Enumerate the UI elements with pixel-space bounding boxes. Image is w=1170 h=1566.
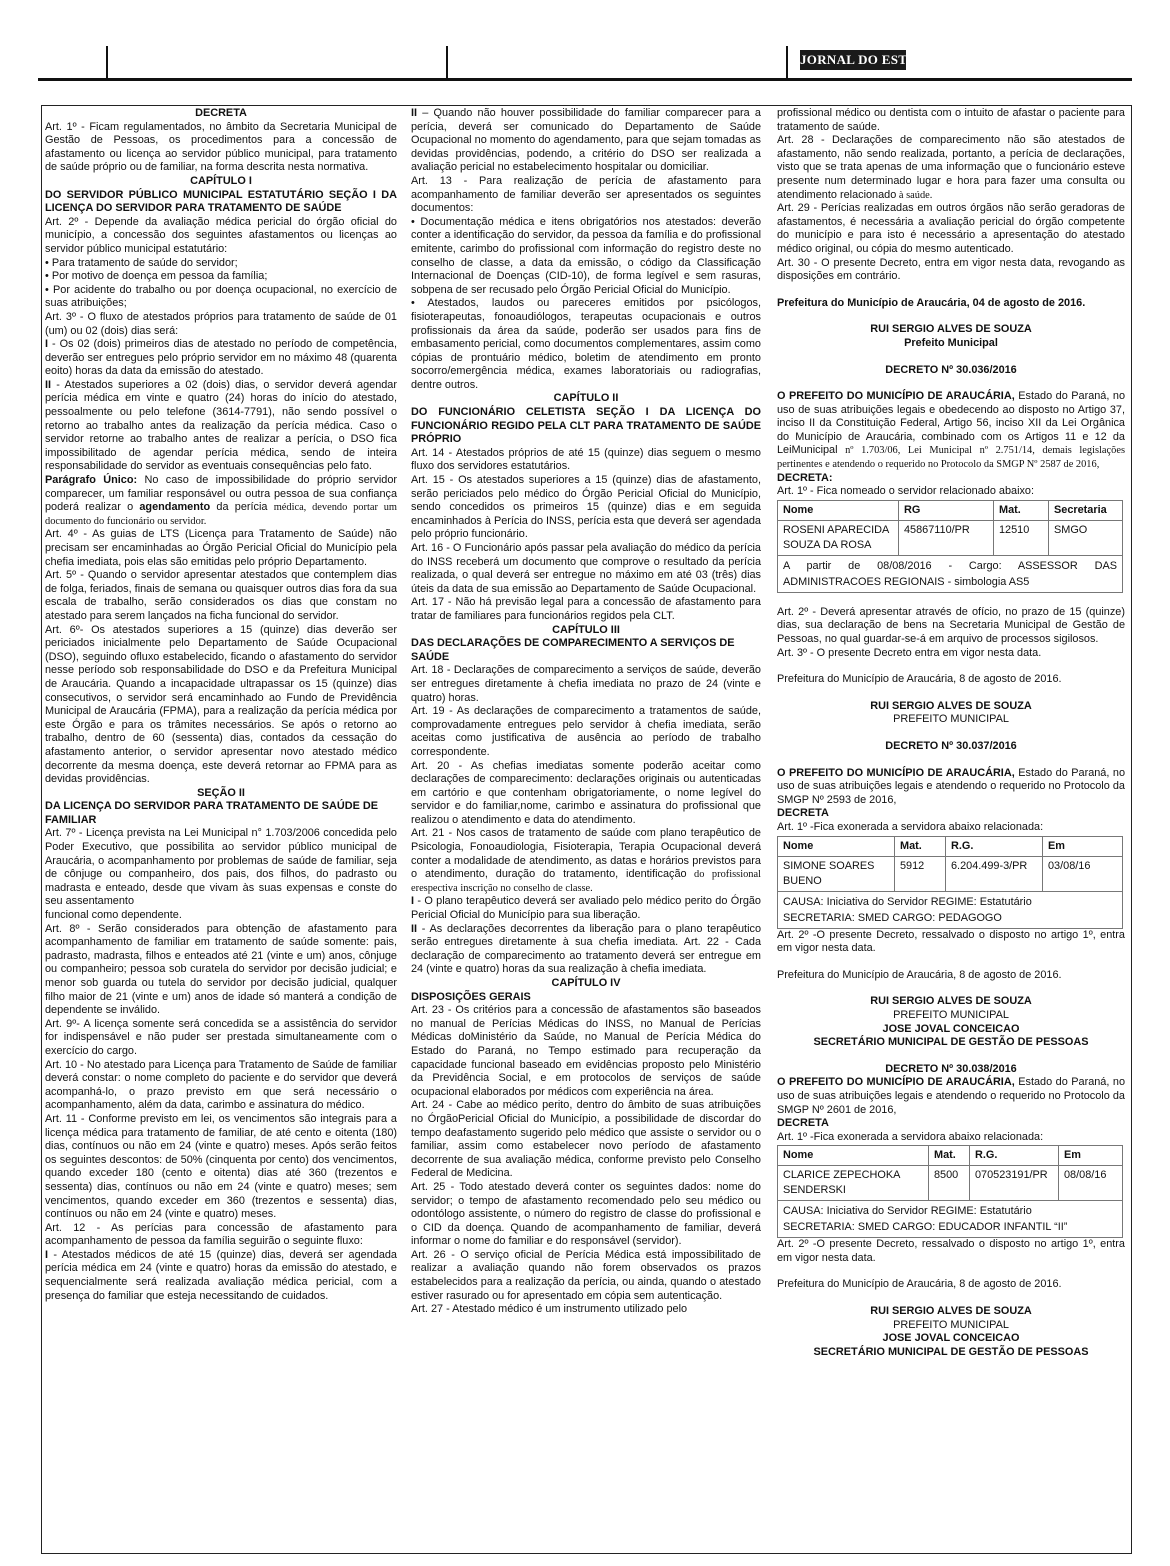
article: Art. 27 - Atestado médico é um instrumento utilizado pelo: [411, 1303, 688, 1316]
item-text: Art. 21 - Nos casos de tratamento de saúde com plano terapêutico de Psicologia, Fonoaudiologia, Fisioterapia, Terapia Ocupacional deverá conter a modalidade de atendimento, as datas e horários previstos para o atendimento, duração do tratamento, identificação: [411, 827, 761, 881]
exoneration-table: [777, 836, 1123, 892]
table-header: R.G.: [946, 836, 1043, 856]
table-cell: 070523191/PR: [970, 1166, 1059, 1201]
list-item: • Documentação médica e itens obrigatórios nos atestados: deverão conter a identificação do servidor, da pessoa da família e do profissional emitente, carimbo do profissional com informação do registro deste no conselho de classe, a data da emissão, o código da Classificação Internacional de Doenças (CID-10), de forma legível e sem rasuras, sobpena de ser recusado pelo Órgão Pericial Oficial do Município.: [411, 215, 761, 296]
decree-title: DECRETO Nº 30.038/2016: [885, 1062, 1017, 1075]
signer-name: RUI SERGIO ALVES DE SOUZA: [870, 699, 1032, 712]
decreta-label: DECRETA:: [777, 471, 833, 484]
article: Art. 16 - O Funcionário após passar pela avaliação do médico da perícia do INSS receberá um documento que comprove o resultado da perícia realizada, o qual deverá ser entregue no máximo em até 03 (três) dias úteis da data de sua emissão ao Departamento de Saúde Ocupacional.: [411, 542, 761, 595]
note-line: CAUSA: Iniciativa do Servidor REGIME: Estatutário: [783, 1205, 1032, 1218]
article: Art. 1º - Fica nomeado o servidor relacionado abaixo:: [777, 485, 1035, 498]
item-label: I: [45, 1248, 49, 1261]
item-text-serif: médica, devendo portar um documento do funcionário ou servidor.: [45, 502, 397, 527]
article: Art. 23 - Os critérios para a concessão de afastamentos são baseados no manual de Perícias Médicas do INSS, no Manual de Perícias Médicas doMinistério da Saúde, no Manual de Perícia Médica do Estado do Paraná, no Tempo estimado para recuperação da capacidade funcional baseado em evidências proposto pelo Ministério da Previdência Social, e em protocolos de serviços de saúde ocupacional elaborados por médicos com experiência na área.: [411, 1004, 761, 1098]
article: Art. 2º - Depende da avaliação médica pericial do órgão oficial do município, a concessão dos seguintes afastamentos ou licenças ao servidor público municipal estatutário:: [45, 215, 397, 255]
table-header: Secretaria: [1049, 500, 1123, 520]
table-cell: 12510: [994, 520, 1049, 555]
item-label: I: [411, 895, 415, 908]
article: Art. 4º - As guias de LTS (Licença para Tratamento de Saúde) não precisam ser encaminhadas ao Órgão Pericial Oficial do Município pela chefia imediata, pois elas são emitidas pelo próprio Departamento.: [45, 528, 397, 568]
article: Art. 30 - O presente Decreto, entra em vigor nesta data, revogando as disposições em contrário.: [777, 256, 1125, 283]
article: Art. 10 - No atestado para Licença para Tratamento de Saúde de familiar deverá constar: o nome completo do paciente e do servidor que deverá acompanhá-lo, o prazo previsto em que será necessário o acompanhamento, além da data, carimbo e assinatura do médico.: [45, 1058, 397, 1112]
section-title: DISPOSIÇÕES GERAIS: [411, 990, 531, 1003]
signer-role: Prefeito Municipal: [904, 336, 998, 349]
decreta-label: DECRETA: [777, 807, 829, 820]
signer-role: PREFEITO MUNICIPAL: [893, 1318, 1009, 1331]
table-header: Nome: [778, 500, 899, 520]
note-line: SECRETARIA: SMED CARGO: EDUCADOR INFANTIL “II”: [783, 1221, 1068, 1234]
article: Art. 20 - As chefias imediatas somente poderão aceitar como declarações de comparecimento: declarações originais ou autenticadas em cartório e que contenham obrigatoriamente, o nome legível do servidor e do familiar,nome, carimbo e assinatura do profissional que realizou o atendimento e data do atendimento.: [411, 759, 761, 826]
article: Art. 2º -O presente Decreto, ressalvado o disposto no artigo 1º, entra em vigor nesta data.: [777, 1238, 1125, 1264]
signer-role: PREFEITO MUNICIPAL: [893, 713, 1009, 726]
signer-name: JOSE JOVAL CONCEICAO: [882, 1332, 1020, 1345]
article: Art. 3º - O fluxo de atestados próprios para tratamento de saúde de 01 (um) ou 02 (dois) dias será:: [45, 310, 397, 337]
article: [411, 923, 761, 977]
intro-bold: O PREFEITO DO MUNICÍPIO DE ARAUCÁRIA,: [777, 766, 1015, 779]
article: [45, 1249, 397, 1303]
table-header: Em: [1059, 1146, 1123, 1166]
note-line: SECRETARIA: SMED CARGO: PEDAGOGO: [783, 911, 1002, 924]
item-text: - Atestados superiores a 02 (dois) dias, o servidor deverá agendar perícia médica em vinte e quatro (24) horas do início do atestado, pessoalmente ou pelo telefone (3614-7791), não sendo possível o retorno ao trabalho antes da realização da perícia médica. Caso o servidor retorne ao trabalho antes de realizar a perícia, o DSO fica impossibilitado de agendar perícia médica, sendo de inteira responsabilidade do servidor as eventuais consequências pelo fato.: [45, 378, 397, 473]
item-text: - Atestados médicos de até 15 (quinze) dias, deverá ser agendada perícia médica em 24 (vinte e quatro) horas da emissão do atestado, e sequencialmente será realizada avaliação médica pericial, com a presença do familiar que esteja necessitando de cuidados.: [45, 1248, 397, 1302]
list-item: • Por acidente do trabalho ou por doença ocupacional, no exercício de suas atribuições;: [45, 283, 397, 310]
item-text: – Quando não houver possibilidade do familiar comparecer para a perícia, deverá ser comunicado do Departamento de Saúde Ocupacional no momento do agendamento, para que sejam tomadas as devidas providências, podendo, a critério do DSO ser realizada a avaliação pericial no estabelecimento hospitalar ou domiciliar.: [411, 107, 761, 174]
column-3: [777, 107, 1125, 1547]
table-cell: CLARICE ZEPECHOKA SENDERSKI: [778, 1166, 929, 1201]
intro-text: Estado do Paraná, no uso de suas atribuições legais e obedecendo ao disposto no Artigo 37, inciso II da Constituição Federal, Artigo 56, inciso XII da Lei Orgânica do Município de Araucária, combinado com os Artigos 11 e 12 da LeiMunicipal: [777, 390, 1125, 457]
exoneration-table: [777, 1145, 1123, 1201]
item-label: II: [411, 107, 418, 119]
item-text: Art. 28 - Declarações de comparecimento não são atestados de afastamento, não sendo realizada, portanto, a perícia de declarações, visto que se trata apenas de uma informação que o funcionário esteve presente num determinado lugar e hora para fazer uma consulta ou atendimento relacionado: [777, 134, 1125, 201]
table-cell: 6.204.499-3/PR: [946, 856, 1043, 891]
note-line: CAUSA: Iniciativa do Servidor REGIME: Estatutário: [783, 895, 1032, 908]
item-text-serif: do profissional erespectiva inscrição no conselho de classe.: [411, 869, 761, 894]
item-text: No caso de impossibilidade do próprio servidor comparecer, um familiar responsável ou outra pessoa de sua confiança poderá realizar o: [45, 474, 397, 514]
table-header: Em: [1043, 836, 1123, 856]
signer-role: PREFEITO MUNICIPAL: [893, 1008, 1009, 1021]
article: Art. 7º - Licença prevista na Lei Municipal n° 1.703/2006 concedida pelo Poder Executivo, que possibilita ao servidor público municipal de Araucária, o acompanhamento por problemas de saúde de familiar, seja de cônjuge ou companheiro, dos pais, dos filhos, do padrasto ou madrasta e enteado, desde que vivam às suas expensas e conste do seu assentamento: [45, 827, 397, 908]
article: Art. 1º -Fica exonerada a servidora abaixo relacionada:: [777, 1130, 1044, 1143]
item-label: Parágrafo Único:: [45, 474, 138, 487]
article: Art. 2º - Deverá apresentar através de ofício, no prazo de 15 (quinze) dias, sua declaração de bens na Secretaria Municipal de Gestão de Pessoas, no qual guardar-se-á em arquivo de processos sigilosos.: [777, 605, 1125, 646]
heading: DECRETA: [195, 107, 247, 119]
item-text: da perícia: [210, 501, 274, 514]
article: Art. 6º- Os atestados superiores a 15 (quinze) dias deverão ser periciados inicialmente pelo Departamento de Saúde Ocupacional (DSO), seguindo ofluxo estabelecido, ficando o afastamento do servidor nesse período sob responsabilidade do DSO e da Prefeitura Municipal de Araucária. Quando a incapacidade ultrapassar os 15 (quinze) dias consecutivos, o servidor será encaminhado ao Fundo de Previdência Municipal de Araucária (FPMA), para a realização da perícia médica por este Órgão e para os trâmites necessários. Se após o retorno ao trabalho, dentro de 60 (sessenta) dias, contados da cessação do afastamento anterior, o servidor apresentar novo atestado médico decorrente da mesma doença, este deverá retornar ao FPMA para as devidas providências.: [45, 623, 397, 786]
appointment-table: [777, 500, 1123, 556]
table-cell: 08/08/16: [1059, 1166, 1123, 1201]
article: [411, 895, 761, 922]
table-header-row: [778, 500, 1123, 520]
table-header-row: [778, 836, 1123, 856]
dateline: Prefeitura do Município de Araucária, 8 de agosto de 2016.: [777, 1278, 1062, 1291]
column-1: [45, 107, 397, 1547]
table-header: Mat.: [994, 500, 1049, 520]
article: Art. 3º - O presente Decreto entra em vigor nesta data.: [777, 646, 1042, 659]
table-header: Nome: [778, 1146, 929, 1166]
table-header: RG: [899, 500, 994, 520]
table-row: [778, 520, 1123, 555]
section-heading: SEÇÃO II: [197, 786, 245, 799]
chapter-heading: CAPÍTULO III: [552, 623, 620, 636]
section-title: DO FUNCIONÁRIO CELETISTA SEÇÃO I DA LICENÇA DO FUNCIONÁRIO REGIDO PELA CLT PARA TRATAMENTO DE SAÚDE PRÓPRIO: [411, 406, 761, 446]
article: Art. 26 - O serviço oficial de Perícia Médica está impossibilitado de realizar a avaliação quando não forem observados os prazos estabelecidos para a realização da perícia, ou ainda, quando o atestado estiver rasurado ou for apresentado em cópia sem autenticação.: [411, 1248, 761, 1302]
decreta-label: DECRETA: [777, 1117, 829, 1130]
signer-name: RUI SERGIO ALVES DE SOUZA: [870, 323, 1032, 336]
signer-name: RUI SERGIO ALVES DE SOUZA: [870, 995, 1032, 1008]
article: Art. 14 - Atestados próprios de até 15 (quinze) dias seguem o mesmo fluxo dos servidores estatutários.: [411, 446, 761, 473]
signature-block: [777, 323, 1125, 350]
intro-bold: O PREFEITO DO MUNICÍPIO DE ARAUCÁRIA,: [777, 1076, 1015, 1089]
article: Art. 29 - Perícias realizadas em outros órgãos não serão geradoras de afastamentos, é necessária a avaliação pericial do órgão competente do município e para isto é necessário a apresentação do atestado médico original, ou cópia do mesmo autenticado.: [777, 202, 1125, 255]
decree-title: DECRETO Nº 30.037/2016: [885, 740, 1017, 752]
signature-block: [777, 995, 1125, 1049]
item-text: - O plano terapêutico deverá ser avaliado pelo médico perito do Órgão Pericial Oficial do Município para sua liberação.: [411, 895, 761, 922]
signer-name: JOSE JOVAL CONCEICAO: [882, 1022, 1020, 1035]
article: [45, 338, 397, 379]
intro-text: Estado do Paraná, no uso de suas atribuições legais e atendendo o requerido no Protocolo da SMGP Nº 2601 de 2016,: [777, 1076, 1125, 1116]
article: Art. 12 - As perícias para concessão de afastamento para acompanhamento de pessoa da família seguirão o seguinte fluxo:: [45, 1221, 397, 1248]
signature-block: [777, 1305, 1125, 1359]
article: [777, 134, 1125, 202]
chapter-heading: CAPÍTULO IV: [551, 977, 621, 989]
table-cell: 5912: [895, 856, 946, 891]
table-header: Mat.: [929, 1146, 970, 1166]
header-divider: [786, 46, 788, 80]
section-heading: DO SERVIDOR PÚBLICO MUNICIPAL ESTATUTÁRIO SEÇÃO I DA LICENÇA DO SERVIDOR PARA TRATAMENTO DE SAÚDE: [45, 188, 397, 215]
decree-intro: [777, 1076, 1125, 1117]
item-text-serif: à saúde.: [896, 189, 933, 201]
signer-name: RUI SERGIO ALVES DE SOUZA: [870, 1305, 1032, 1318]
article: Art. 1º - Ficam regulamentados, no âmbito da Secretaria Municipal de Gestão de Pessoas, os procedimentos para a concessão de afastamento ou licença ao servidor público municipal, para tratamento de saúde próprio ou de familiar, na forma descrita nesta normativa.: [45, 120, 397, 174]
item-label: I: [45, 338, 49, 351]
decree-title: DECRETO Nº 30.036/2016: [885, 363, 1017, 376]
table-header: Nome: [778, 836, 895, 856]
list-item: • Por motivo de doença em pessoa da família;: [45, 270, 268, 283]
article: [411, 827, 761, 895]
table-header-row: [778, 1146, 1123, 1166]
article: profissional médico ou dentista com o intuito de afastar o paciente para tratamento de saúde.: [777, 107, 1125, 133]
article: Art. 15 - Os atestados superiores a 15 (quinze) dias de afastamento, serão periciados pelo médico do Órgão Pericial Oficial do Município, sendo concedidos os primeiros 15 (quinze) dias e em seguida encaminhados à Perícia do INSS, perícia esta que deverá ser agendada pelo próprio funcionário.: [411, 474, 761, 541]
table-cell: 45867110/PR: [899, 520, 994, 555]
item-text: - Os 02 (dois) primeiros dias de atestado no período de competência, deverão ser entregues pelo próprio servidor em no máximo 48 (quarenta eoito) horas da data da emissão do atestado.: [45, 338, 397, 378]
item-label: II: [45, 378, 52, 391]
page-header-bar: [38, 38, 1132, 81]
table-cell: 8500: [929, 1166, 970, 1201]
article: Art. 24 - Cabe ao médico perito, dentro do âmbito de suas atribuições no ÓrgãoPericial Oficial do Município, a possibilidade de discordar do tempo deafastamento sugerido pelo médico que assiste o servidor ou o familiar, assim como estabelecer novo período de afastamento decorrente de sua avaliação médica, conforme previsto pelo Conselho Federal de Medicina.: [411, 1099, 761, 1180]
dateline: Prefeitura do Município de Araucária, 8 de agosto de 2016.: [777, 968, 1062, 981]
chapter-heading: CAPÍTULO I: [190, 174, 252, 187]
article: Art. 1º -Fica exonerada a servidora abaixo relacionada:: [777, 820, 1044, 833]
section-title: DAS DECLARAÇÕES DE COMPARECIMENTO A SERVIÇOS DE SAÚDE: [411, 637, 735, 663]
article: Art. 9º- A licença somente será concedida se a assistência do servidor for indispensável e não puder ser prestada simultaneamente com o exercício do cargo.: [45, 1017, 397, 1057]
header-divider: [106, 46, 108, 80]
signer-role: SECRETÁRIO MUNICIPAL DE GESTÃO DE PESSOAS: [813, 1036, 1089, 1049]
article: Art. 19 - As declarações de comparecimento a tratamentos de saúde, comprovadamente entregues pelo servidor à chefia imediata, serão aceitas como justificativa de ausência ao período de trabalho correspondente.: [411, 705, 761, 758]
decree-intro: [777, 767, 1125, 808]
chapter-heading: CAPÍTULO II: [553, 392, 619, 405]
article: Art. 17 - Não há previsão legal para a concessão de afastamento para tratar de familiares para funcionários regidos pela CLT.: [411, 596, 761, 622]
newspaper-logo: JORNAL DO ESTADO: [800, 50, 906, 70]
article: Art. 5º - Quando o servidor apresentar atestados que contemplem dias de folga, feriados, finais de semana ou quaisquer outros dias fora da sua escala de trabalho, serão considerados os dias que constam no atestado para serem lançados na ficha funcional do servidor.: [45, 569, 397, 622]
list-item: • Para tratamento de saúde do servidor;: [45, 256, 238, 269]
article: Art. 8º - Serão considerados para obtenção de afastamento para acompanhamento de familiar em tratamento de saúde somente: pais, padrasto, madrasta, filhos e enteados até 21 (vinte e um) anos, cônjuge ou companheiro; pessoa sob curatela do servidor por decisão judicial; e menor sob guarda ou tutela do servidor por decisão judicial, qualquer filho maior de 21 (vinte e um) anos de idade só manterá a condição de dependente se inválido.: [45, 922, 397, 1017]
table-header: R.G.: [970, 1146, 1059, 1166]
article: Art. 25 - Todo atestado deverá conter os seguintes dados: nome do servidor; o tempo de afastamento recomendado pelo seu médico ou odontólogo assistente, o número do registro de classe do profissional e o CID da doença. Quando de acompanhamento de familiar, deverá informar o nome do familiar e do responsável (servidor).: [411, 1180, 761, 1248]
table-header: Mat.: [895, 836, 946, 856]
article: [45, 379, 397, 474]
article: Art. 2º -O presente Decreto, ressalvado o disposto no artigo 1º, entra em vigor nesta data.: [777, 928, 1125, 955]
table-row: [778, 1166, 1123, 1201]
table-cell: SIMONE SOARES BUENO: [778, 856, 895, 891]
dateline: Prefeitura do Município de Araucária, 04 de agosto de 2016.: [777, 296, 1086, 309]
article: [45, 474, 397, 528]
header-divider: [446, 46, 448, 80]
article: funcional como dependente.: [45, 909, 182, 922]
intro-text: Estado do Paraná, no uso de suas atribuições legais e atendendo o requerido no Protocolo da SMGP Nº 2593 de 2016,: [777, 766, 1125, 806]
article: Art. 13 - Para realização de perícia de afastamento para acompanhamento de familiar deverão ser apresentados os seguintes documentos:: [411, 174, 761, 215]
section-title: DA LICENÇA DO SERVIDOR PARA TRATAMENTO DE SAÚDE DE FAMILIAR: [45, 800, 378, 826]
table-cell: ROSENI APARECIDA SOUZA DA ROSA: [778, 520, 899, 555]
decree-intro: [777, 390, 1125, 472]
intro-text-serif: nº 1.703/06, Lei Municipal nº 2.751/14, demais legislações pertinentes e atendendo o requerido no Protocolo da SMGP Nº 2587 de 2016,: [777, 445, 1125, 471]
article: Art. 18 - Declarações de comparecimento a serviços de saúde, deverão ser entregues diretamente à chefia imediata no prazo de 24 (vinte e quatro) horas.: [411, 664, 761, 704]
table-cell: 03/08/16: [1043, 856, 1123, 891]
table-note: [777, 892, 1123, 929]
table-cell: SMGO: [1049, 520, 1123, 555]
intro-bold: O PREFEITO DO MUNICÍPIO DE ARAUCÁRIA,: [777, 390, 1015, 403]
table-note: A partir de 08/08/2016 - Cargo: ASSESSOR DAS ADMINISTRACOES REGIONAIS - simbologia AS5: [777, 556, 1123, 593]
table-row: [778, 856, 1123, 891]
signature-block: [777, 700, 1125, 727]
column-2: [411, 107, 761, 1547]
list-item: • Atestados, laudos ou pareceres emitidos por psicólogos, fisioterapeutas, fonoaudiólogos, terapeutas ocupacionais e outros profissionais da área da saúde, poderão ser usados para fins de embasamento pericial, como documentos complementares, assim como cópias de prontuário médico, boletim de atendimento em pronto socorro/emergência médica, exames laboratoriais ou radiografias, dentre outros.: [411, 297, 761, 391]
item-text-bold: agendamento: [139, 501, 211, 514]
article: Art. 11 - Conforme previsto em lei, os vencimentos são integrais para a licença médica para tratamento de familiar, de até cento e oitenta (180) dias, contínuos ou não em 24 (vinte e quatro) meses. Após serão feitos os seguintes descontos: de 50% (cinquenta por cento) dos vencimentos, quando exceder 180 (cento e oitenta) dias até 360 (trezentos e sessenta) dias, contínuos ou não em 24 (vinte e quatro) meses; sem vencimentos, quando exceder em 360 (trezentos e sessenta) dias, contínuos ou não em 24 (vinte e quatro) meses.: [45, 1112, 397, 1221]
table-note: [777, 1201, 1123, 1238]
item-label: II: [411, 922, 418, 935]
item-text: - As declarações decorrentes da liberação para o plano terapêutico serão entregues diretamente à sua chefia imediata. Art. 22 - Cada declaração de comparecimento ao tratamento deverá ser entregue em 24 (vinte e quatro) horas da sua realização à chefia imediata.: [411, 922, 761, 976]
dateline: Prefeitura do Município de Araucária, 8 de agosto de 2016.: [777, 673, 1062, 686]
signer-role: SECRETÁRIO MUNICIPAL DE GESTÃO DE PESSOAS: [813, 1345, 1089, 1358]
article: [411, 107, 761, 175]
